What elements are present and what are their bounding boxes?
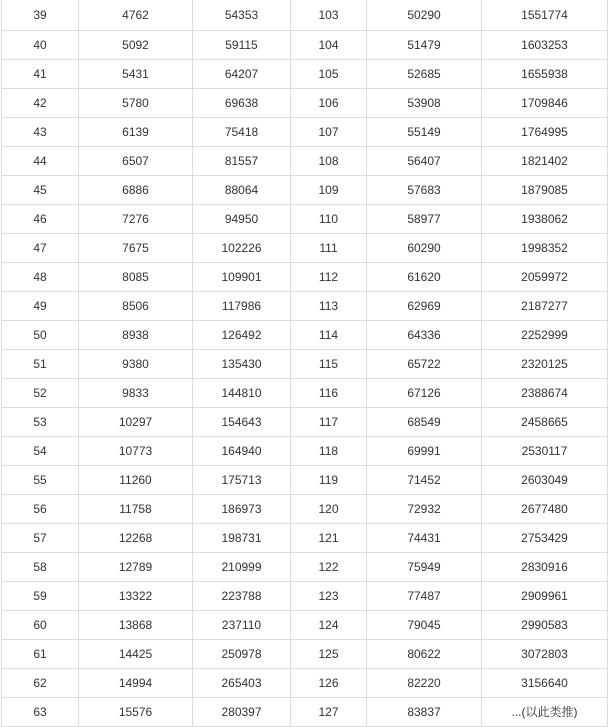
table-body	[2, 0, 608, 727]
table-cell: 250978	[193, 640, 291, 669]
table-cell: 15576	[79, 698, 193, 727]
table-row	[2, 176, 608, 205]
table-cell: 53908	[367, 89, 482, 118]
table-cell: 2187277	[482, 292, 608, 321]
table-cell: 109	[291, 176, 367, 205]
table-row	[2, 350, 608, 379]
table-cell: 56407	[367, 147, 482, 176]
table-cell: 144810	[193, 379, 291, 408]
table-cell: 2252999	[482, 321, 608, 350]
table-cell: 61620	[367, 263, 482, 292]
table-cell: 55149	[367, 118, 482, 147]
table-row	[2, 0, 608, 31]
table-cell: 175713	[193, 466, 291, 495]
table-cell: 8506	[79, 292, 193, 321]
table-cell: 1551774	[482, 0, 608, 31]
table-cell: 5431	[79, 60, 193, 89]
table-cell: 10297	[79, 408, 193, 437]
table-row	[2, 31, 608, 60]
table-row	[2, 437, 608, 466]
table-cell: 9380	[79, 350, 193, 379]
table-cell: 1709846	[482, 89, 608, 118]
table-cell: 50	[2, 321, 79, 350]
table-cell: 75949	[367, 553, 482, 582]
table-cell: 2388674	[482, 379, 608, 408]
table-cell: 12268	[79, 524, 193, 553]
table-cell: 82220	[367, 669, 482, 698]
table-cell: 79045	[367, 611, 482, 640]
table-cell: 59	[2, 582, 79, 611]
table-cell: 2753429	[482, 524, 608, 553]
table-cell: 7675	[79, 234, 193, 263]
table-cell: 46	[2, 205, 79, 234]
table-cell: 51479	[367, 31, 482, 60]
table-cell: 1998352	[482, 234, 608, 263]
table-cell: 125	[291, 640, 367, 669]
table-cell: 11260	[79, 466, 193, 495]
table-cell: 135430	[193, 350, 291, 379]
table-cell: 2990583	[482, 611, 608, 640]
table-row	[2, 640, 608, 669]
table-cell: 198731	[193, 524, 291, 553]
table-cell: 69991	[367, 437, 482, 466]
table-cell: 102226	[193, 234, 291, 263]
table-cell: 12789	[79, 553, 193, 582]
table-cell: 13322	[79, 582, 193, 611]
table-cell: 280397	[193, 698, 291, 727]
table-cell: 54	[2, 437, 79, 466]
table-cell: 127	[291, 698, 367, 727]
table-cell: 81557	[193, 147, 291, 176]
table-cell: 58977	[367, 205, 482, 234]
table-row	[2, 582, 608, 611]
table-cell: 6886	[79, 176, 193, 205]
table-cell: 164940	[193, 437, 291, 466]
table-cell: 223788	[193, 582, 291, 611]
table-cell: 105	[291, 60, 367, 89]
table-cell: ...(以此类推)	[482, 698, 608, 727]
table-cell: 13868	[79, 611, 193, 640]
table-cell: 103	[291, 0, 367, 31]
table-cell: 58	[2, 553, 79, 582]
table-row	[2, 611, 608, 640]
table-row	[2, 292, 608, 321]
table-cell: 9833	[79, 379, 193, 408]
table-cell: 62	[2, 669, 79, 698]
table-cell: 14425	[79, 640, 193, 669]
table-cell: 67126	[367, 379, 482, 408]
table-cell: 121	[291, 524, 367, 553]
table-cell: 55	[2, 466, 79, 495]
table-cell: 59115	[193, 31, 291, 60]
table-cell: 57683	[367, 176, 482, 205]
table-cell: 117	[291, 408, 367, 437]
table-cell: 111	[291, 234, 367, 263]
table-cell: 210999	[193, 553, 291, 582]
table-row	[2, 553, 608, 582]
table-cell: 40	[2, 31, 79, 60]
table-cell: 6139	[79, 118, 193, 147]
table-cell: 56	[2, 495, 79, 524]
table-cell: 64207	[193, 60, 291, 89]
table-cell: 2059972	[482, 263, 608, 292]
table-row	[2, 263, 608, 292]
table-cell: 63	[2, 698, 79, 727]
table-cell: 54353	[193, 0, 291, 31]
table-cell: 39	[2, 0, 79, 31]
table-cell: 43	[2, 118, 79, 147]
table-row	[2, 321, 608, 350]
table-row	[2, 147, 608, 176]
table-cell: 116	[291, 379, 367, 408]
table-cell: 110	[291, 205, 367, 234]
level-table	[1, 0, 608, 727]
table-cell: 120	[291, 495, 367, 524]
table-cell: 5780	[79, 89, 193, 118]
table-cell: 71452	[367, 466, 482, 495]
table-cell: 51	[2, 350, 79, 379]
table-cell: 2909961	[482, 582, 608, 611]
table-cell: 65722	[367, 350, 482, 379]
table-cell: 60	[2, 611, 79, 640]
table-row	[2, 698, 608, 727]
table-cell: 117986	[193, 292, 291, 321]
table-row	[2, 118, 608, 147]
table-cell: 5092	[79, 31, 193, 60]
table-row	[2, 89, 608, 118]
table-cell: 94950	[193, 205, 291, 234]
table-cell: 8085	[79, 263, 193, 292]
table-cell: 64336	[367, 321, 482, 350]
table-cell: 74431	[367, 524, 482, 553]
table-cell: 53	[2, 408, 79, 437]
table-cell: 1655938	[482, 60, 608, 89]
table-cell: 60290	[367, 234, 482, 263]
table-cell: 112	[291, 263, 367, 292]
table-cell: 52	[2, 379, 79, 408]
table-cell: 10773	[79, 437, 193, 466]
table-cell: 1603253	[482, 31, 608, 60]
table-cell: 57	[2, 524, 79, 553]
table-cell: 42	[2, 89, 79, 118]
table-row	[2, 466, 608, 495]
table-cell: 2830916	[482, 553, 608, 582]
table-cell: 77487	[367, 582, 482, 611]
table-cell: 123	[291, 582, 367, 611]
table-row	[2, 205, 608, 234]
table-cell: 2320125	[482, 350, 608, 379]
table-cell: 4762	[79, 0, 193, 31]
table-cell: 6507	[79, 147, 193, 176]
table-cell: 115	[291, 350, 367, 379]
table-cell: 1938062	[482, 205, 608, 234]
table-cell: 126	[291, 669, 367, 698]
table-cell: 2677480	[482, 495, 608, 524]
table-cell: 69638	[193, 89, 291, 118]
table-cell: 11758	[79, 495, 193, 524]
table-cell: 119	[291, 466, 367, 495]
table-cell: 14994	[79, 669, 193, 698]
table-cell: 1879085	[482, 176, 608, 205]
table-cell: 1764995	[482, 118, 608, 147]
table-cell: 237110	[193, 611, 291, 640]
table-cell: 109901	[193, 263, 291, 292]
table-cell: 122	[291, 553, 367, 582]
table-cell: 8938	[79, 321, 193, 350]
table-cell: 2603049	[482, 466, 608, 495]
table-cell: 45	[2, 176, 79, 205]
table-cell: 1821402	[482, 147, 608, 176]
table-cell: 118	[291, 437, 367, 466]
table-cell: 186973	[193, 495, 291, 524]
table-cell: 50290	[367, 0, 482, 31]
table-row	[2, 60, 608, 89]
table-row	[2, 524, 608, 553]
table-cell: 2458665	[482, 408, 608, 437]
table-cell: 41	[2, 60, 79, 89]
table-cell: 154643	[193, 408, 291, 437]
table-cell: 72932	[367, 495, 482, 524]
table-cell: 62969	[367, 292, 482, 321]
table-cell: 104	[291, 31, 367, 60]
table-cell: 52685	[367, 60, 482, 89]
table-cell: 75418	[193, 118, 291, 147]
table-cell: 3156640	[482, 669, 608, 698]
table-row	[2, 408, 608, 437]
table-cell: 113	[291, 292, 367, 321]
table-cell: 47	[2, 234, 79, 263]
table-cell: 2530117	[482, 437, 608, 466]
table-cell: 83837	[367, 698, 482, 727]
table-cell: 48	[2, 263, 79, 292]
table-cell: 68549	[367, 408, 482, 437]
table-cell: 88064	[193, 176, 291, 205]
table-cell: 106	[291, 89, 367, 118]
table-cell: 44	[2, 147, 79, 176]
table-row	[2, 234, 608, 263]
table-cell: 126492	[193, 321, 291, 350]
table-row	[2, 495, 608, 524]
table-cell: 3072803	[482, 640, 608, 669]
table-cell: 61	[2, 640, 79, 669]
table-cell: 265403	[193, 669, 291, 698]
table-row	[2, 669, 608, 698]
table-cell: 80622	[367, 640, 482, 669]
table-cell: 108	[291, 147, 367, 176]
table-cell: 49	[2, 292, 79, 321]
table-cell: 7276	[79, 205, 193, 234]
table-cell: 124	[291, 611, 367, 640]
table-row	[2, 379, 608, 408]
table-cell: 114	[291, 321, 367, 350]
table-cell: 107	[291, 118, 367, 147]
